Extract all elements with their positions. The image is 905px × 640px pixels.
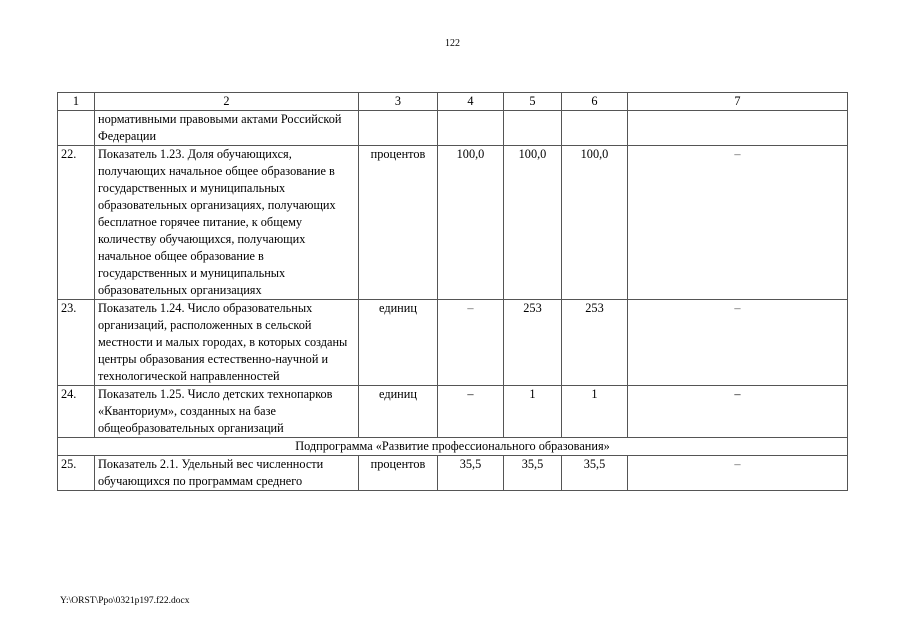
row-number: 23. xyxy=(58,300,95,386)
value-col-5: 35,5 xyxy=(504,456,562,491)
value-col-4: 100,0 xyxy=(438,146,504,300)
value-col-6: 35,5 xyxy=(562,456,628,491)
table-row xyxy=(58,146,848,300)
row-number xyxy=(58,111,95,146)
header-cell-6: 6 xyxy=(562,93,628,111)
value-col-5: 253 xyxy=(504,300,562,386)
unit: единиц xyxy=(359,386,438,438)
value-col-7: – xyxy=(628,456,848,491)
header-cell-7: 7 xyxy=(628,93,848,111)
unit: процентов xyxy=(359,456,438,491)
value-col-7: – xyxy=(628,146,848,300)
indicator-name: нормативными правовыми актами Российской Федерации xyxy=(95,111,359,146)
indicator-name: Показатель 1.25. Число детских технопарков «Кванториум», созданных на базе общеобразовательных организаций xyxy=(95,386,359,438)
value-col-4: – xyxy=(438,300,504,386)
table-header-row xyxy=(58,93,848,111)
table-row xyxy=(58,386,848,438)
unit: единиц xyxy=(359,300,438,386)
unit: процентов xyxy=(359,146,438,300)
indicator-name: Показатель 2.1. Удельный вес численности обучающихся по программам среднего xyxy=(95,456,359,491)
value-col-5: 100,0 xyxy=(504,146,562,300)
value-col-6 xyxy=(562,111,628,146)
value-col-5: 1 xyxy=(504,386,562,438)
value-col-6: 253 xyxy=(562,300,628,386)
value-col-6: 100,0 xyxy=(562,146,628,300)
page-number: 122 xyxy=(445,38,460,49)
header-cell-2: 2 xyxy=(95,93,359,111)
value-col-5 xyxy=(504,111,562,146)
unit xyxy=(359,111,438,146)
header-cell-4: 4 xyxy=(438,93,504,111)
value-col-4: 35,5 xyxy=(438,456,504,491)
file-path-footer: Y:\ORST\Ppo\0321p197.f22.docx xyxy=(60,596,190,606)
row-number: 25. xyxy=(58,456,95,491)
value-col-7 xyxy=(628,111,848,146)
header-cell-1: 1 xyxy=(58,93,95,111)
table-row-continuation xyxy=(58,111,848,146)
indicators-table xyxy=(57,92,848,491)
indicator-name: Показатель 1.24. Число образовательных организаций, расположенных в сельской местности и малых городах, в которых созданы центры образования естественно-научной и технологической направленностей xyxy=(95,300,359,386)
value-col-4 xyxy=(438,111,504,146)
indicator-name: Показатель 1.23. Доля обучающихся, получающих начальное общее образование в государственных и муниципальных образовательных организациях, получающих бесплатное горячее питание, к общему количеству обучающихся, получающих начальное общее образование в государственных и муниципальных образовательных организациях xyxy=(95,146,359,300)
subprogram-heading: Подпрограмма «Развитие профессионального образования» xyxy=(58,438,848,456)
value-col-7: – xyxy=(628,300,848,386)
header-cell-5: 5 xyxy=(504,93,562,111)
value-col-7: – xyxy=(628,386,848,438)
table-row xyxy=(58,456,848,491)
header-cell-3: 3 xyxy=(359,93,438,111)
subprogram-heading-row xyxy=(58,438,848,456)
value-col-6: 1 xyxy=(562,386,628,438)
row-number: 24. xyxy=(58,386,95,438)
value-col-4: – xyxy=(438,386,504,438)
row-number: 22. xyxy=(58,146,95,300)
table-row xyxy=(58,300,848,386)
